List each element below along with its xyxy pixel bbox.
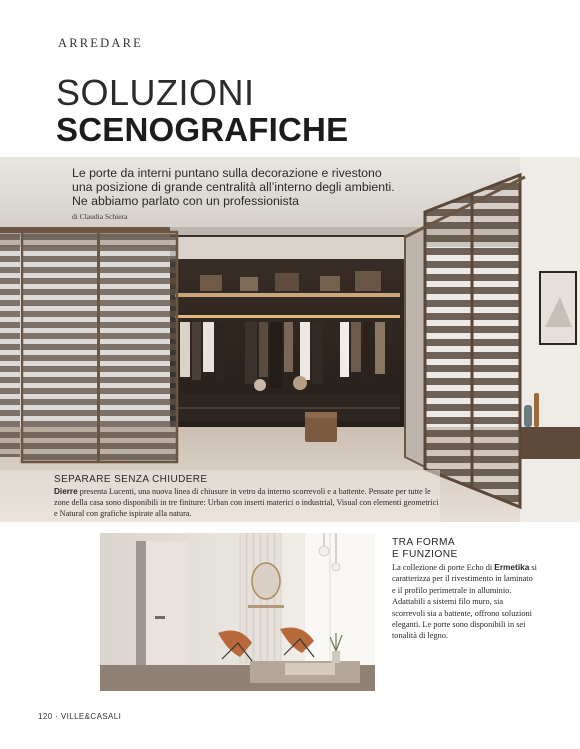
caption-text: [54, 486, 444, 519]
door-illustration: [100, 533, 375, 691]
headline-line-2: SCENOGRAFICHE: [56, 111, 349, 148]
side-caption-body: si caratterizza per il rivestimento in laminato e il profilo perimetrale in alluminio. Adattabili a sistemi filo muro, sia scorrevoli sia a battente, offrono soluzioni eleganti. Le porte sono disponibili in sei tonalità di legno.: [392, 563, 537, 641]
page-footer: 120 · VILLE&CASALI: [38, 712, 122, 721]
side-caption-title: [392, 537, 458, 560]
byline: di Claudia Schiera: [72, 212, 128, 221]
lead-paragraph: [72, 166, 402, 208]
side-caption-brand: Ermetika: [494, 562, 530, 572]
lead-line-2: una posizione di grande centralità all’interno degli ambienti.: [72, 180, 395, 194]
section-label: ARREDARE: [58, 36, 143, 50]
lead-line-3: Ne abbiamo parlato con un professionista: [72, 194, 299, 208]
caption-title: SEPARARE SENZA CHIUDERE: [54, 474, 208, 485]
caption-brand: Dierre: [54, 487, 78, 496]
lead-line-1: Le porte da interni puntano sulla decorazione e rivestono: [72, 166, 382, 180]
side-caption-text: [392, 562, 537, 642]
side-caption-intro: La collezione di porte Echo di: [392, 563, 495, 572]
headline-line-1: SOLUZIONI: [56, 72, 255, 113]
caption-body: presenta Lucenti, una nuova linea di chiusure in vetro da interno scorrevoli e a battente. Pensate per tutte le zone della casa sono disponibili in tre finiture: Urban con inserti materici o industrial, Visual con elementi geometrici e Natural con grafiche ispirate alla natura.: [54, 487, 439, 518]
side-caption-title-line-1: TRA FORMA: [392, 537, 456, 548]
door-photo: [100, 533, 375, 691]
side-caption-title-line-2: E FUNZIONE: [392, 548, 458, 560]
